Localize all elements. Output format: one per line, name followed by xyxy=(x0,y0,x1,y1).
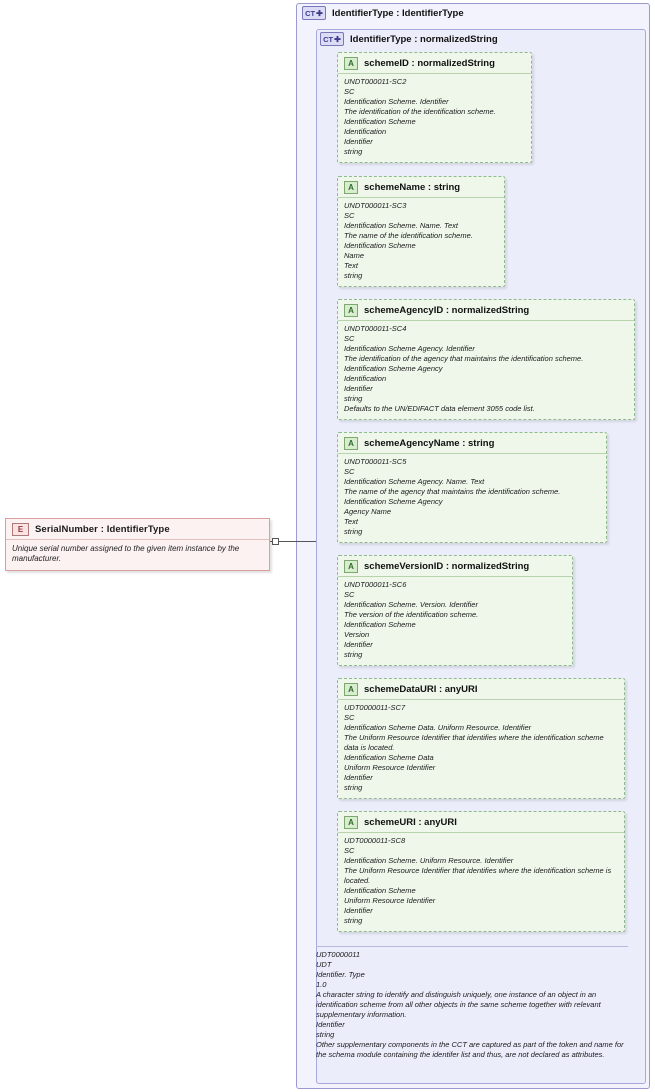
attr-line: Text xyxy=(344,516,358,526)
attr-line: Version xyxy=(344,629,370,639)
attr-line: Identification Scheme xyxy=(344,116,416,126)
attribute-title: schemeID : normalizedString xyxy=(364,58,495,69)
attribute-schemeURI[interactable] xyxy=(337,811,625,932)
attribute-title: schemeURI : anyURI xyxy=(364,817,457,828)
attribute-body xyxy=(338,198,504,286)
attr-line: string xyxy=(344,649,363,659)
attribute-header xyxy=(338,53,531,74)
attr-line: Identification Scheme Agency. Identifier xyxy=(344,343,475,353)
attr-line: string xyxy=(344,526,363,536)
attribute-icon: A xyxy=(344,181,358,194)
attr-line: Identification Scheme Agency xyxy=(344,496,443,506)
attr-line: string xyxy=(344,270,363,280)
attr-line: SC xyxy=(344,845,355,855)
attr-line: Identification Scheme Agency. Name. Text xyxy=(344,476,485,486)
attr-line: string xyxy=(344,146,363,156)
attr-line: UNDT000011-SC5 xyxy=(344,457,407,466)
attr-line: Identification Scheme. Identifier xyxy=(344,96,449,106)
attribute-body xyxy=(338,321,634,419)
doc-line: A character string to identify and distinguish uniquely, one instance of an object in an identification scheme from all other objects in the same scheme together with relevant supplementary information. xyxy=(316,989,601,1019)
doc-line: UDT0000011 xyxy=(316,950,361,959)
attr-line: Identification Scheme xyxy=(344,240,416,250)
attribute-header xyxy=(338,812,624,833)
attr-line: Defaults to the UN/EDIFACT data element 3055 code list. xyxy=(344,403,535,413)
attr-line: Identifier xyxy=(344,639,373,649)
attr-line: string xyxy=(344,915,363,925)
attribute-icon: A xyxy=(344,560,358,573)
attr-line: Agency Name xyxy=(344,506,392,516)
element-description: Unique serial number assigned to the given item instance by the manufacturer. xyxy=(12,544,240,564)
attr-line: SC xyxy=(344,210,355,220)
attr-line: Uniform Resource Identifier xyxy=(344,762,436,772)
attr-line: Identification Scheme. Version. Identifier xyxy=(344,599,478,609)
attribute-schemeName[interactable] xyxy=(337,176,505,287)
attribute-schemeVersionID[interactable] xyxy=(337,555,573,666)
attr-line: SC xyxy=(344,589,355,599)
doc-line: string xyxy=(316,1029,335,1039)
attribute-icon: A xyxy=(344,816,358,829)
attribute-icon: A xyxy=(344,437,358,450)
attr-line: Text xyxy=(344,260,358,270)
attr-line: Identification Scheme. Name. Text xyxy=(344,220,458,230)
attribute-schemeDataURI[interactable] xyxy=(337,678,625,799)
element-icon: E xyxy=(12,523,29,536)
attr-line: The identification of the identification scheme. xyxy=(344,106,496,116)
doc-line: Identifier. Type xyxy=(316,969,365,979)
attribute-body xyxy=(338,74,531,162)
attribute-body xyxy=(338,577,572,665)
attr-line: UNDT000011-SC6 xyxy=(344,580,407,589)
attribute-schemeID[interactable] xyxy=(337,52,532,163)
attr-line: string xyxy=(344,393,363,403)
doc-line: Other supplementary components in the CCT are captured as part of the token and name for the schema module containing the identifer list and thus, are not declared as attributes. xyxy=(316,1039,624,1059)
attr-line: Identification Scheme Agency xyxy=(344,363,443,373)
attr-line: UDT0000011-SC8 xyxy=(344,836,406,845)
element-serialnumber[interactable] xyxy=(5,518,270,571)
attr-line: The name of the agency that maintains the identification scheme. xyxy=(344,486,561,496)
attr-line: Identifier xyxy=(344,136,373,146)
attribute-header xyxy=(338,556,572,577)
complextype-header-outer xyxy=(302,6,464,20)
attribute-title: schemeAgencyID : normalizedString xyxy=(364,305,530,316)
attribute-header xyxy=(338,177,504,198)
attr-line: UNDT000011-SC3 xyxy=(344,201,407,210)
attr-line: The name of the identification scheme. xyxy=(344,230,473,240)
attribute-body xyxy=(338,700,624,798)
attr-line: string xyxy=(344,782,363,792)
attr-line: SC xyxy=(344,712,355,722)
attribute-header xyxy=(338,300,634,321)
attr-line: The Uniform Resource Identifier that identifies where the identification scheme data is located. xyxy=(344,732,604,752)
attribute-title: schemeDataURI : anyURI xyxy=(364,684,478,695)
type-documentation xyxy=(316,946,628,1060)
element-title: SerialNumber : IdentifierType xyxy=(35,524,170,535)
attr-line: The identification of the agency that maintains the identification scheme. xyxy=(344,353,584,363)
attribute-title: schemeName : string xyxy=(364,182,461,193)
attr-line: SC xyxy=(344,466,355,476)
attr-line: Identifier xyxy=(344,383,373,393)
doc-line: UDT xyxy=(316,959,332,969)
attr-line: Identifier xyxy=(344,905,373,915)
attr-line: The version of the identification scheme. xyxy=(344,609,479,619)
attr-line: Identification Scheme Data. Uniform Resource. Identifier xyxy=(344,722,532,732)
complextype-icon-outer: CT ✚ xyxy=(302,6,326,20)
doc-line: 1.0 xyxy=(316,979,327,989)
attr-line: UDT0000011-SC7 xyxy=(344,703,406,712)
doc-line: Identifier xyxy=(316,1019,345,1029)
attr-line: Identification xyxy=(344,373,387,383)
attr-line: SC xyxy=(344,333,355,343)
attribute-header xyxy=(338,433,606,454)
attr-line: Identification Scheme Data xyxy=(344,752,434,762)
attribute-schemeAgencyID[interactable] xyxy=(337,299,635,420)
attr-line: Identification Scheme xyxy=(344,885,416,895)
attribute-body xyxy=(338,833,624,931)
attribute-icon: A xyxy=(344,683,358,696)
complextype-title-inner: IdentifierType : normalizedString xyxy=(350,33,498,45)
attribute-title: schemeAgencyName : string xyxy=(364,438,495,449)
attribute-icon: A xyxy=(344,57,358,70)
attribute-schemeAgencyName[interactable] xyxy=(337,432,607,543)
connector-expand-box[interactable] xyxy=(272,538,279,545)
attr-line: UNDT000011-SC4 xyxy=(344,324,407,333)
attr-line: Identifier xyxy=(344,772,373,782)
attr-line: SC xyxy=(344,86,355,96)
attribute-title: schemeVersionID : normalizedString xyxy=(364,561,530,572)
attribute-header xyxy=(338,679,624,700)
attr-line: Identification Scheme xyxy=(344,619,416,629)
attr-line: Identification xyxy=(344,126,387,136)
element-header xyxy=(6,519,269,540)
connector-line-right xyxy=(280,541,316,542)
complextype-icon-inner: CT ✚ xyxy=(320,32,344,46)
complextype-header-inner xyxy=(320,32,498,46)
attr-line: UNDT000011-SC2 xyxy=(344,77,407,86)
attr-line: Name xyxy=(344,250,365,260)
complextype-title-outer: IdentifierType : IdentifierType xyxy=(332,7,464,19)
attr-line: Uniform Resource Identifier xyxy=(344,895,436,905)
attribute-body xyxy=(338,454,606,542)
attr-line: The Uniform Resource Identifier that identifies where the identification scheme is located. xyxy=(344,865,612,885)
attr-line: Identification Scheme. Uniform Resource. Identifier xyxy=(344,855,514,865)
attribute-icon: A xyxy=(344,304,358,317)
